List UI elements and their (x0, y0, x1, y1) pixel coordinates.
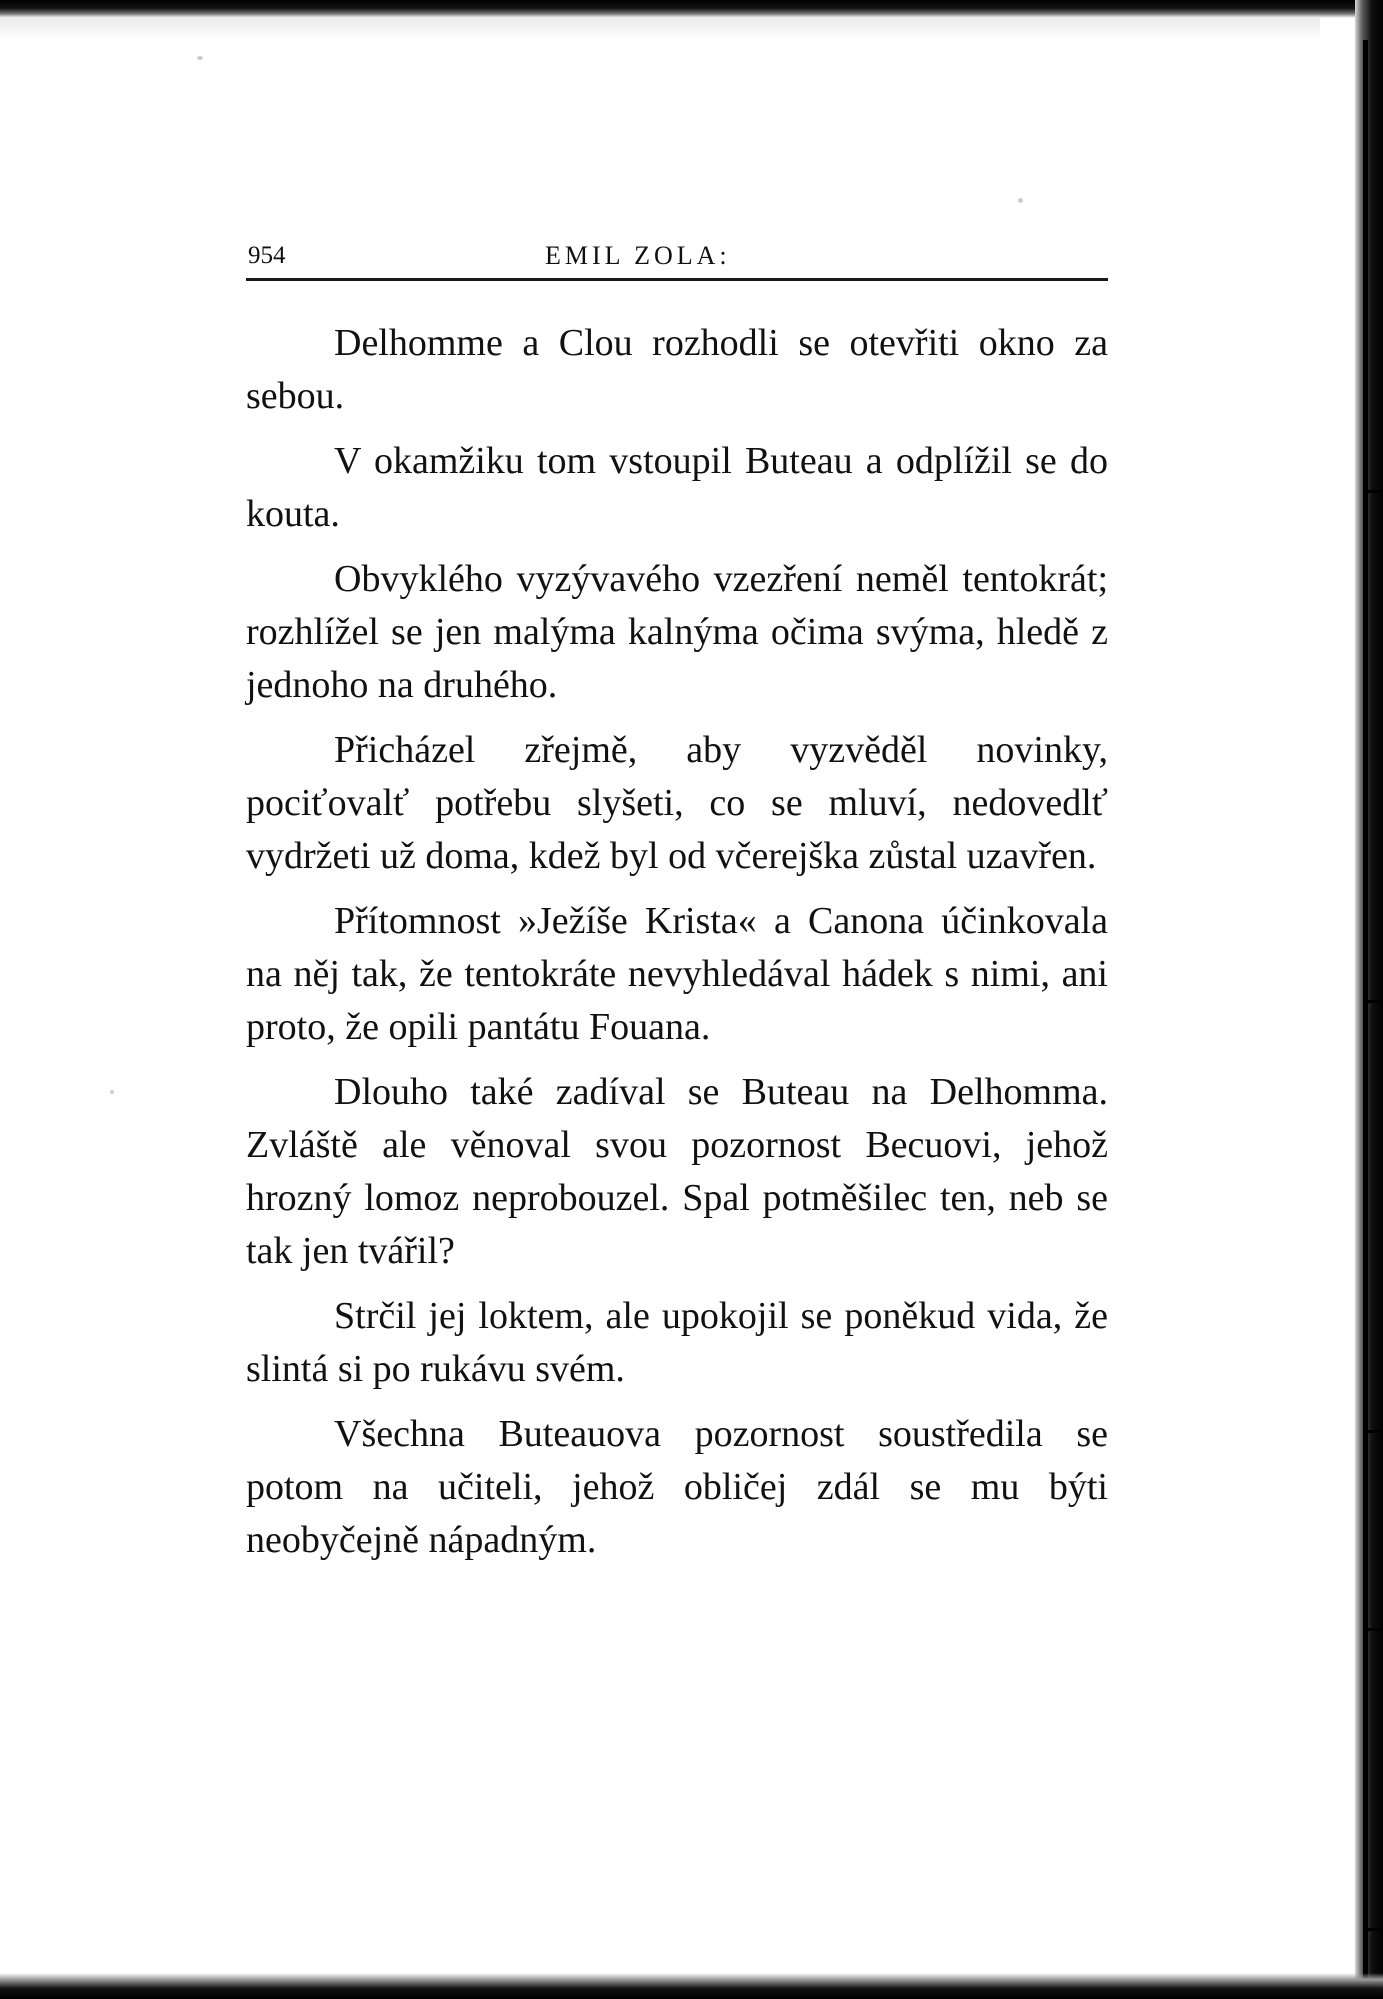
right-edge-tick (1365, 1430, 1383, 1433)
paragraph-4: Přicházel zřejmě, aby vyzvěděl novinky, pociťovalť potřebu slyšeti, co se mluví, nedovedlť vydržeti už doma, kdež byl od včerejška zůstal uzavřen. (246, 729, 1108, 877)
page-number: 954 (248, 242, 286, 269)
body-text (246, 317, 1108, 1567)
top-page-shadow (0, 18, 1320, 40)
running-head: EMIL ZOLA: (545, 241, 731, 270)
page-speck (110, 1090, 114, 1094)
page-speck (1018, 198, 1023, 203)
paragraph-8: Všechna Buteauova pozornost soustředila se potom na učiteli, jehož obličej zdál se mu býti neobyčejně nápadným. (246, 1413, 1108, 1561)
paragraph-7: Strčil jej loktem, ale upokojil se poněkud vida, že slintá si po rukávu svém. (246, 1295, 1108, 1390)
page-speck (197, 56, 203, 60)
book-page (246, 232, 1108, 1567)
paragraph-6: Dlouho také zadíval se Buteau na Delhomma. Zvláště ale věnoval svou pozornost Becuovi, jehož hrozný lomoz neprobouzel. Spal potměšilec ten, neb se tak jen tvářil? (246, 1071, 1108, 1272)
top-scan-edge (0, 0, 1383, 18)
bottom-scan-edge (0, 1973, 1383, 1999)
paragraph-1: Delhomme a Clou rozhodli se otevřiti okno za sebou. (246, 322, 1108, 417)
right-binding-line (1363, 40, 1368, 1990)
right-edge-tick (1365, 490, 1383, 493)
paragraph-5: Přítomnost »Ježíše Krista« a Canona účinkovala na něj tak, že tentokráte nevyhledával hádek s nimi, ani proto, že opili pantátu Fouana. (246, 900, 1108, 1048)
paragraph-2: V okamžiku tom vstoupil Buteau a odplížil se do kouta. (246, 440, 1108, 535)
right-edge-tick (1365, 1000, 1383, 1003)
page-header (246, 232, 1108, 281)
right-edge-tick (1365, 1628, 1383, 1631)
right-edge-tick (1365, 1928, 1383, 1931)
paragraph-3: Obvyklého vyzývavého vzezření neměl tentokrát; rozhlížel se jen malýma kalnýma očima svýma, hledě z jednoho na druhého. (246, 558, 1108, 706)
